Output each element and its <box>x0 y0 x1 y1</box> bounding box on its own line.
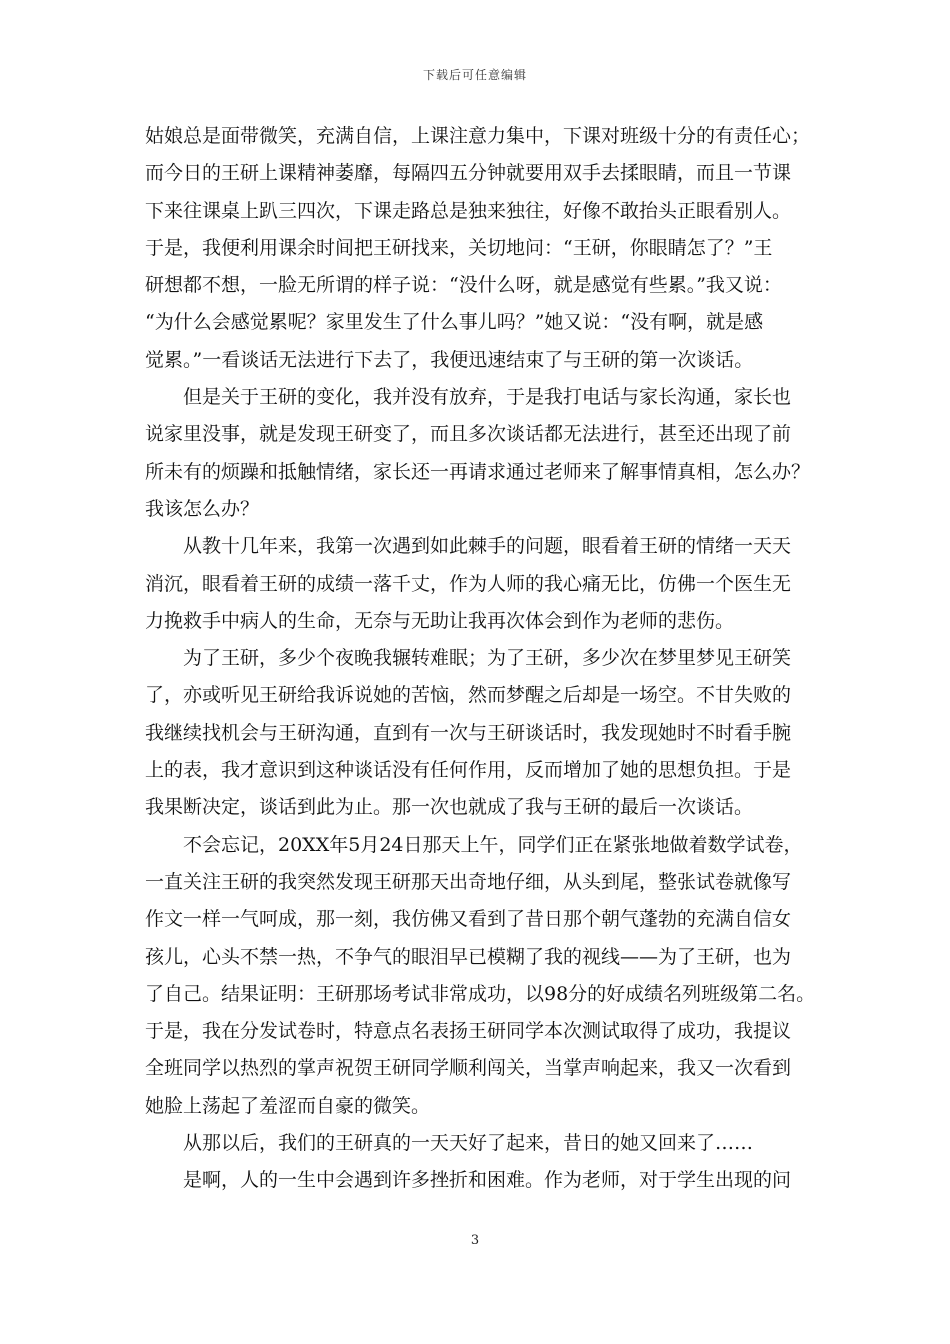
text-line: 我该怎么办？ <box>145 497 260 520</box>
text-line: 是啊，人的一生中会遇到许多挫折和困难。作为老师，对于学生出现的问 <box>145 1169 792 1192</box>
page-number: 3 <box>470 1233 480 1248</box>
page-header: 下载后可任意编辑 <box>422 68 527 82</box>
text-line: 但是关于王研的变化，我并没有放弃，于是我打电话与家长沟通，家长也 <box>145 386 792 409</box>
text-line: 一直关注王研的我突然发现王研那天出奇地仔细，从头到尾，整张试卷就像写 <box>145 870 792 893</box>
text-line: 作文一样一气呵成，那一刻，我仿佛又看到了昔日那个朝气蓬勃的充满自信女 <box>145 908 792 931</box>
text-line: 于是，我便利用课余时间把王研找来，关切地问：“王研，你眼睛怎了？”王 <box>145 236 773 259</box>
text-line: “为什么会感觉累呢？家里发生了什么事儿吗？”她又说：“没有啊，就是感 <box>145 311 764 334</box>
text-line: 力挽救手中病人的生命，无奈与无助让我再次体会到作为老师的悲伤。 <box>145 609 735 632</box>
text-line: 觉累。”一看谈话无法进行下去了，我便迅速结束了与王研的第一次谈话。 <box>145 348 754 371</box>
text-line: 研想都不想，一脸无所谓的样子说：“没什么呀，就是感觉有些累。”我又说： <box>145 274 782 297</box>
text-line: 为了王研，多少个夜晚我辗转难眠；为了王研，多少次在梦里梦见王研笑 <box>145 647 792 670</box>
text-line: 从那以后，我们的王研真的一天天好了起来，昔日的她又回来了…… <box>145 1132 754 1155</box>
text-line: 下来往课桌上趴三四次，下课走路总是独来独往，好像不敢抬头正眼看别人。 <box>145 199 792 222</box>
text-line: 全班同学以热烈的掌声祝贺王研同学顺利闯关，当掌声响起来，我又一次看到 <box>145 1057 792 1080</box>
text-line: 她脸上荡起了羞涩而自豪的微笑。 <box>145 1094 431 1117</box>
text-line: 于是，我在分发试卷时，特意点名表扬王研同学本次测试取得了成功，我提议 <box>145 1020 792 1043</box>
text-line: 所未有的烦躁和抵触情绪，家长还一再请求通过老师来了解事情真相，怎么办？ <box>145 460 811 483</box>
text-line: 而今日的王研上课精神萎靡，每隔四五分钟就要用双手去揉眼睛，而且一节课 <box>145 162 792 185</box>
text-line: 姑娘总是面带微笑，充满自信，上课注意力集中，下课对班级十分的有责任心； <box>145 125 811 147</box>
text-line: 不会忘记，20XX年5月24日那天上午，同学们正在紧张地做着数学试卷， <box>145 833 803 856</box>
text-line: 我继续找机会与王研沟通，直到有一次与王研谈话时，我发现她时不时看手腕 <box>145 721 792 744</box>
text-line: 了自己。结果证明：王研那场考试非常成功，以98分的好成绩名列班级第二名。 <box>145 982 816 1005</box>
text-line: 了，亦或听见王研给我诉说她的苦恼，然而梦醒之后却是一场空。不甘失败的 <box>145 684 792 707</box>
text-line: 从教十几年来，我第一次遇到如此棘手的问题，眼看着王研的情绪一天天 <box>145 535 792 558</box>
text-line: 孩儿，心头不禁一热，不争气的眼泪早已模糊了我的视线——为了王研，也为 <box>145 945 792 968</box>
text-line: 说家里没事，就是发现王研变了，而且多次谈话都无法进行，甚至还出现了前 <box>145 423 792 446</box>
body-text <box>145 118 816 1200</box>
text-line: 上的表，我才意识到这种谈话没有任何作用，反而增加了她的思想负担。于是 <box>145 759 792 782</box>
text-line: 我果断决定，谈话到此为止。那一次也就成了我与王研的最后一次谈话。 <box>145 796 754 819</box>
text-line: 消沉，眼看着王研的成绩一落千丈，作为人师的我心痛无比，仿佛一个医生无 <box>145 572 792 595</box>
